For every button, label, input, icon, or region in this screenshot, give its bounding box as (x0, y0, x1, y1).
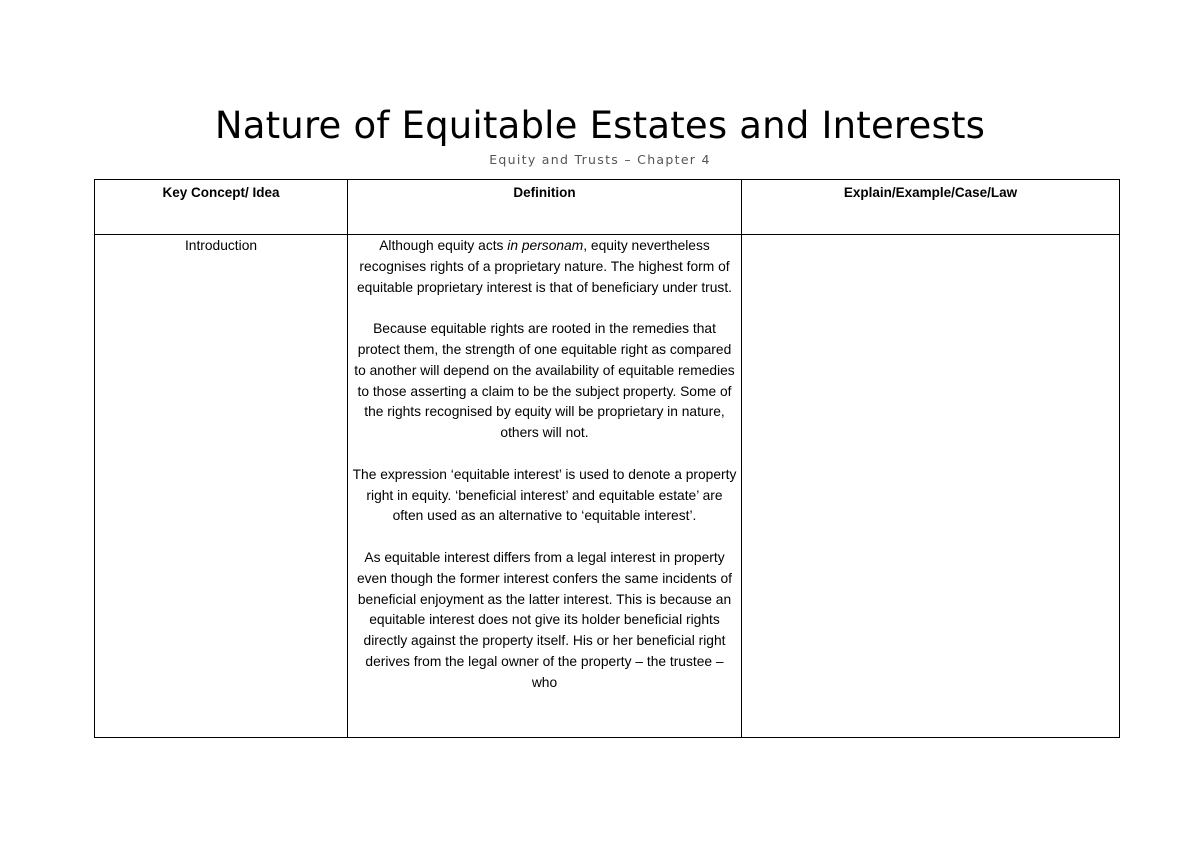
table-row (95, 235, 1120, 738)
header-explain: Explain/Example/Case/Law (742, 180, 1120, 235)
table-header-row (95, 180, 1120, 235)
definition-italic-term: in personam (507, 238, 584, 253)
definition-paragraph-3: The expression ‘equitable interest’ is used to denote a property right in equity. ‘beneficial interest’ and equitable estate’ are often used as an alternative to ‘equitable interest’. (352, 466, 737, 524)
definition-paragraph-2: Because equitable rights are rooted in the remedies that protect them, the strength of one equitable right as compared to another will depend on the availability of equitable remedies to those asserting a claim to be the subject property. Some of the rights recognised by equity will be proprietary in nature, others will not. (354, 321, 735, 441)
definition-paragraph-1: Although equity acts in personam, equity nevertheless recognises rights of a proprietary nature. The highest form of equitable proprietary interest is that of beneficiary under trust. (356, 238, 732, 295)
definition-paragraph-4: As equitable interest differs from a legal interest in property even though the former interest confers the same incidents of beneficial enjoyment as the latter interest. This is because an equitable interest does not give its holder beneficial rights directly against the property itself. His or her beneficial right derives from the legal owner of the property – the trustee – who (356, 549, 733, 690)
page-subtitle: Equity and Trusts – Chapter 4 (489, 152, 711, 167)
page-title: Nature of Equitable Estates and Interests (214, 104, 986, 147)
cell-explain (742, 235, 1120, 738)
header-key-concept: Key Concept/ Idea (95, 180, 348, 235)
notes-table (94, 179, 1120, 738)
definition-text (352, 236, 737, 736)
cell-definition (348, 235, 742, 738)
header-definition: Definition (348, 180, 742, 235)
cell-concept: Introduction (95, 235, 348, 738)
